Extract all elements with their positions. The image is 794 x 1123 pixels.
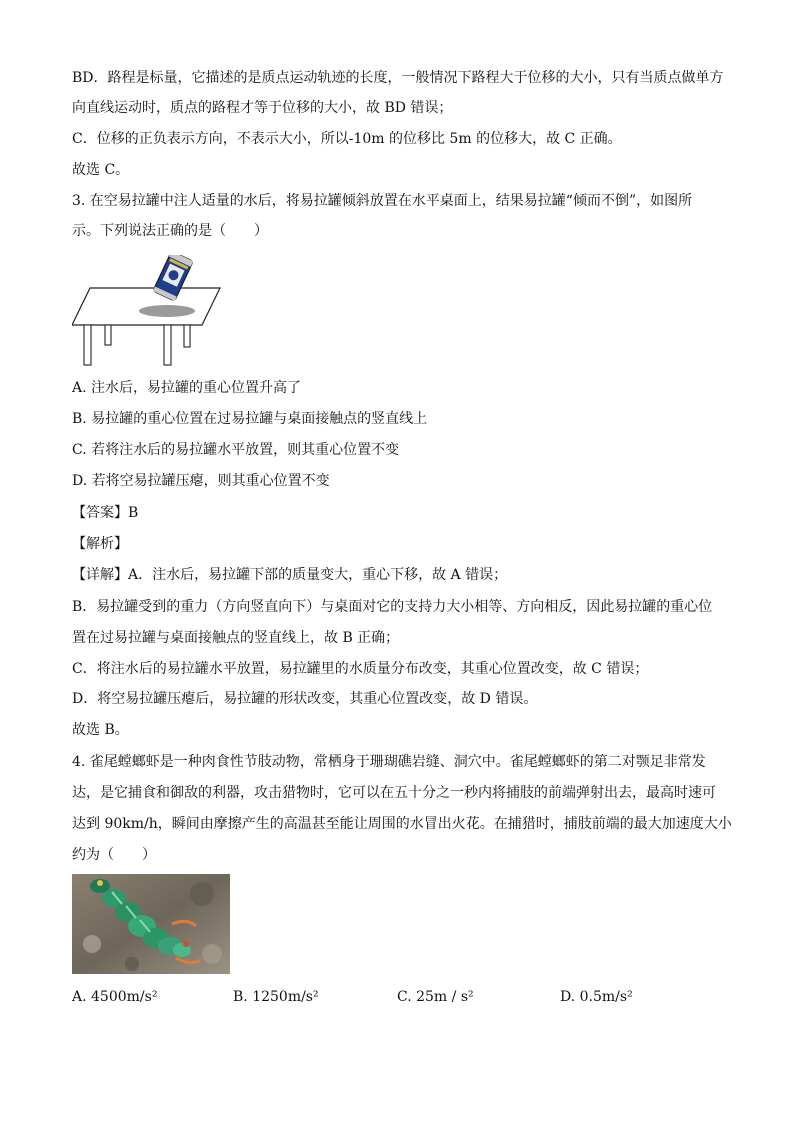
text-line: 置在过易拉罐与桌面接触点的竖直线上，故 B 正确； bbox=[72, 630, 400, 646]
option-b: B. 1250m/s² bbox=[233, 989, 319, 1005]
option-a: A. 注水后，易拉罐的重心位置升高了 bbox=[72, 380, 302, 396]
question-4-stem: 达到 90km/h，瞬间由摩擦产生的高温甚至能让周围的水冒出火花。在捕猎时，捕肢前端的最大加速度大小 bbox=[72, 816, 732, 832]
text-line: 【详解】A．注水后，易拉罐下部的质量变大，重心下移，故 A 错误； bbox=[72, 567, 508, 583]
analysis-heading: 【解析】 bbox=[72, 536, 128, 552]
text-line: C．将注水后的易拉罐水平放置，易拉罐里的水质量分布改变，其重心位置改变，故 C 错误； bbox=[72, 661, 649, 677]
option-d: D. 0.5m/s² bbox=[560, 989, 633, 1005]
option-a: A. 4500m/s² bbox=[72, 989, 158, 1005]
question-4-stem: 4. 雀尾螳螂虾是一种肉食性节肢动物，常栖身于珊瑚礁岩缝、洞穴中。雀尾螳螂虾的第二对颚足非常发 bbox=[72, 754, 706, 770]
text-line: B．易拉罐受到的重力（方向竖直向下）与桌面对它的支持力大小相等、方向相反，因此易拉罐的重心位 bbox=[72, 599, 713, 615]
option-c: C. 25m / s² bbox=[397, 989, 474, 1005]
question-3-stem: 示。下列说法正确的是（ ） bbox=[72, 223, 268, 239]
question-4-stem: 约为（ ） bbox=[72, 847, 156, 863]
option-c: C. 若将注水后的易拉罐水平放置，则其重心位置不变 bbox=[72, 442, 400, 458]
text-line: D．将空易拉罐压瘪后，易拉罐的形状改变，其重心位置改变，故 D 错误。 bbox=[72, 691, 538, 707]
text-line: 向直线运动时，质点的路程才等于位移的大小，故 BD 错误； bbox=[72, 100, 453, 116]
text-line: 故选 C。 bbox=[72, 162, 130, 178]
text-line: BD．路程是标量，它描述的是质点运动轨迹的长度，一般情况下路程大于位移的大小，只有当质点做单方 bbox=[72, 70, 724, 86]
text-line: C．位移的正负表示方向，不表示大小，所以-10m 的位移比 5m 的位移大，故 C 正确。 bbox=[72, 131, 622, 147]
question-4-stem: 达，是它捕食和御敌的利器，攻击猎物时，它可以在五十分之一秒内将捕肢的前端弹射出去，最高时速可 bbox=[72, 785, 716, 801]
text-line: 故选 B。 bbox=[72, 722, 129, 738]
option-d: D. 若将空易拉罐压瘪，则其重心位置不变 bbox=[72, 473, 330, 489]
tilted-can-on-table-icon bbox=[72, 255, 222, 370]
answer-heading: 【答案】B bbox=[72, 505, 139, 521]
mantis-shrimp-photo-icon bbox=[72, 874, 230, 974]
question-3-stem: 3. 在空易拉罐中注人适量的水后，将易拉罐倾斜放置在水平桌面上，结果易拉罐“倾而不倒”，如图所 bbox=[72, 193, 693, 209]
option-b: B. 易拉罐的重心位置在过易拉罐与桌面接触点的竖直线上 bbox=[72, 411, 428, 427]
